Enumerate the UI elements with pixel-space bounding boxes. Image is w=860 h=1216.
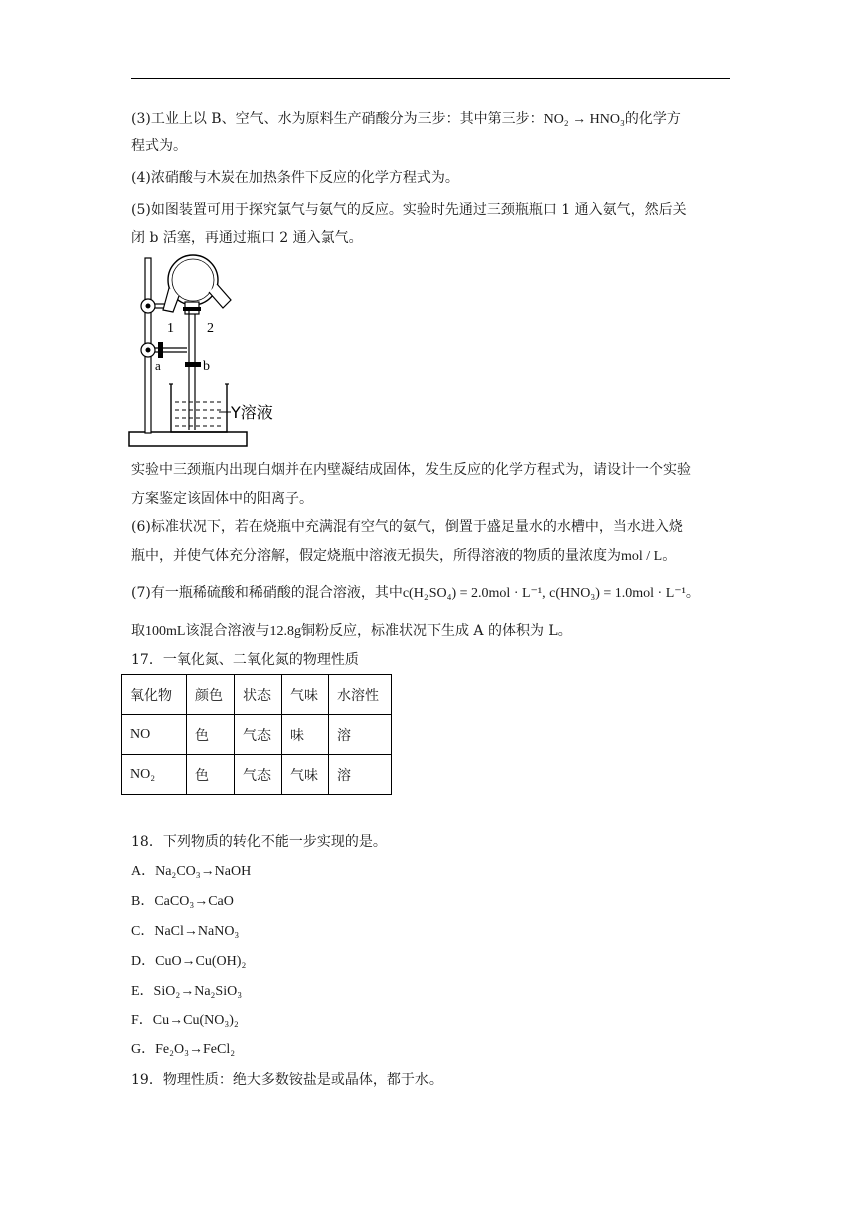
table-cell: NO₂ — [122, 755, 187, 795]
table-cell: 溶 — [329, 755, 392, 795]
q5-line-1: (5)如图装置可用于探究氯气与氨气的反应。实验时先通过三颈瓶瓶口 1 通入氨气，然后关 — [131, 202, 687, 218]
table-row — [122, 715, 392, 755]
header-rule — [131, 78, 730, 79]
q6-unit: mol / L — [621, 549, 663, 564]
label-1: 1 — [167, 321, 174, 336]
q5-line-3: 实验中三颈瓶内出现白烟并在内壁凝结成固体，发生反应的化学方程式为，请设计一个实验 — [131, 462, 691, 478]
properties-table — [121, 674, 392, 795]
table-cell: 气态 — [235, 715, 282, 755]
q3-line-1 — [131, 110, 681, 129]
table-row — [122, 755, 392, 795]
table-header-row — [122, 675, 392, 715]
label-b: b — [203, 359, 210, 374]
q4-line: (4)浓硝酸与木炭在加热条件下反应的化学方程式为。 — [131, 170, 459, 186]
q18-option-e: E．SiO₂→Na₂SiO₃ — [131, 984, 243, 999]
q7-mass: 12.8g — [269, 624, 301, 639]
beaker — [171, 384, 227, 432]
q18-option-c: C．NaCl→NaNO₃ — [131, 924, 240, 939]
q7-volume: 100mL — [145, 624, 186, 639]
q7-line-1: (7)有一瓶稀硫酸和稀硝酸的混合溶液，其中c(H₂SO₄) = 2.0mol · L⁻¹, c(HNO₃) = 1.0mol · L⁻¹。 — [131, 585, 700, 601]
stopcock-a — [158, 342, 163, 358]
q7-concentration-formula: c(H₂SO₄) = 2.0mol · L⁻¹, c(HNO₃) = 1.0mol · L⁻¹ — [402, 586, 686, 601]
table-cell: NO — [122, 715, 187, 755]
apparatus-figure — [127, 252, 287, 450]
q19-line: 19．物理性质：绝大多数铵盐是或晶体，都于水。 — [131, 1072, 443, 1088]
y-solution-liquid — [175, 402, 223, 426]
table-header-cell: 颜色 — [187, 675, 235, 715]
q7-line-2: 取100mL该混合溶液与12.8g铜粉反应，标准状况下生成 A 的体积为 L。 — [131, 623, 572, 639]
q3-text: (3)工业上以 B、空气、水为原料生产硝酸分为三步：其中第三步： — [131, 111, 544, 127]
q18-option-d: D．CuO→Cu(OH)₂ — [131, 954, 247, 969]
q18-option-g: G．Fe₂O₃→FeCl₂ — [131, 1042, 236, 1057]
q18-title: 18．下列物质的转化不能一步实现的是。 — [131, 834, 387, 850]
q6-text: 瓶中，并使气体充分溶解，假定烧瓶中溶液无损失，所得溶液的物质的量浓度为 — [131, 548, 621, 564]
q5-line-2: 闭 b 活塞，再通过瓶口 2 通入氯气。 — [131, 230, 363, 246]
q18-option-f: F．Cu→Cu(NO₃)₂ — [131, 1013, 239, 1028]
table-cell: 溶 — [329, 715, 392, 755]
q6-line-1: (6)标准状况下，若在烧瓶中充满混有空气的氨气，倒置于盛足量水的水槽中，当水进入烧 — [131, 519, 683, 535]
q5-line-4: 方案鉴定该固体中的阳离子。 — [131, 491, 313, 507]
label-y-solution: Y溶液 — [231, 403, 273, 422]
q17-title: 17．一氧化氮、二氧化氮的物理性质 — [131, 652, 359, 668]
table-cell: 气味 — [282, 755, 329, 795]
q3-text-b: 的化学方 — [624, 111, 681, 127]
q6-line-2: 瓶中，并使气体充分溶解，假定烧瓶中溶液无损失，所得溶液的物质的量浓度为mol / L。 — [131, 548, 677, 564]
table-cell: 色 — [187, 715, 235, 755]
q3-reaction-formula: NO₂ → HNO₃ — [543, 112, 625, 127]
q18-option-a: A．Na₂CO₃→NaOH — [131, 864, 252, 879]
q18-option-b: B．CaCO₃→CaO — [131, 894, 234, 909]
table-header-cell: 气味 — [282, 675, 329, 715]
table-cell: 味 — [282, 715, 329, 755]
stopcock-b — [185, 362, 201, 367]
table-header-cell: 水溶性 — [329, 675, 392, 715]
table-cell: 色 — [187, 755, 235, 795]
q7-text: (7)有一瓶稀硫酸和稀硝酸的混合溶液，其中 — [131, 585, 403, 601]
table-header-cell: 状态 — [235, 675, 282, 715]
stand-base — [129, 432, 247, 446]
table-header-cell: 氧化物 — [122, 675, 187, 715]
label-2: 2 — [207, 321, 214, 336]
q3-line-2: 程式为。 — [131, 138, 187, 154]
table-cell: 气态 — [235, 755, 282, 795]
label-a: a — [155, 358, 161, 373]
